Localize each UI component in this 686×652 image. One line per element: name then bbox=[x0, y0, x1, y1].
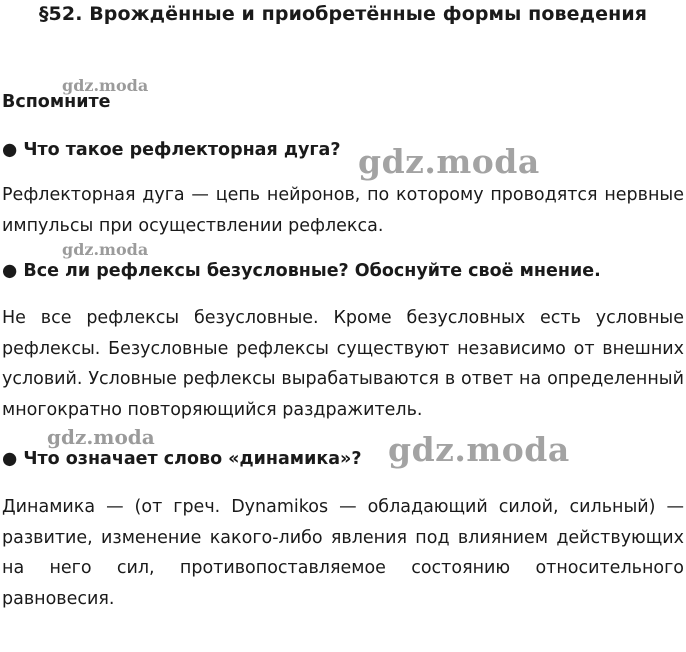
page-title: §52. Врождённые и приобретённые формы поведения bbox=[38, 3, 648, 25]
watermark: gdz.moda bbox=[62, 240, 149, 259]
watermark: gdz.moda bbox=[62, 76, 149, 95]
watermark: gdz.moda bbox=[388, 430, 570, 469]
watermark: gdz.moda bbox=[358, 142, 540, 181]
question-3: ● Что означает слово «динамика»? bbox=[2, 449, 362, 469]
answer-2: Не все рефлексы безусловные. Кроме безусловных есть условные рефлексы. Безусловные рефлексы существуют независимо от внешних условий. Условные рефлексы вырабатываются в ответ на определенный многократно повторяющийся раздражитель. bbox=[2, 308, 684, 420]
question-1: ● Что такое рефлекторная дуга? bbox=[2, 140, 341, 160]
answer-1: Рефлекторная дуга — цепь нейронов, по которому проводятся нервные импульсы при осуществлении рефлекса. bbox=[2, 185, 684, 236]
watermark: gdz.moda bbox=[47, 425, 155, 449]
answer-3: Динамика — (от греч. Dynamikos — обладающий силой, сильный) — развитие, изменение какого-либо явления под влиянием действующих на него сил, противопоставляемое состоянию относительного равновесия. bbox=[2, 497, 684, 609]
question-2: ● Все ли рефлексы безусловные? Обоснуйте своё мнение. bbox=[2, 261, 601, 281]
remember-heading: Вспомните bbox=[2, 92, 111, 112]
